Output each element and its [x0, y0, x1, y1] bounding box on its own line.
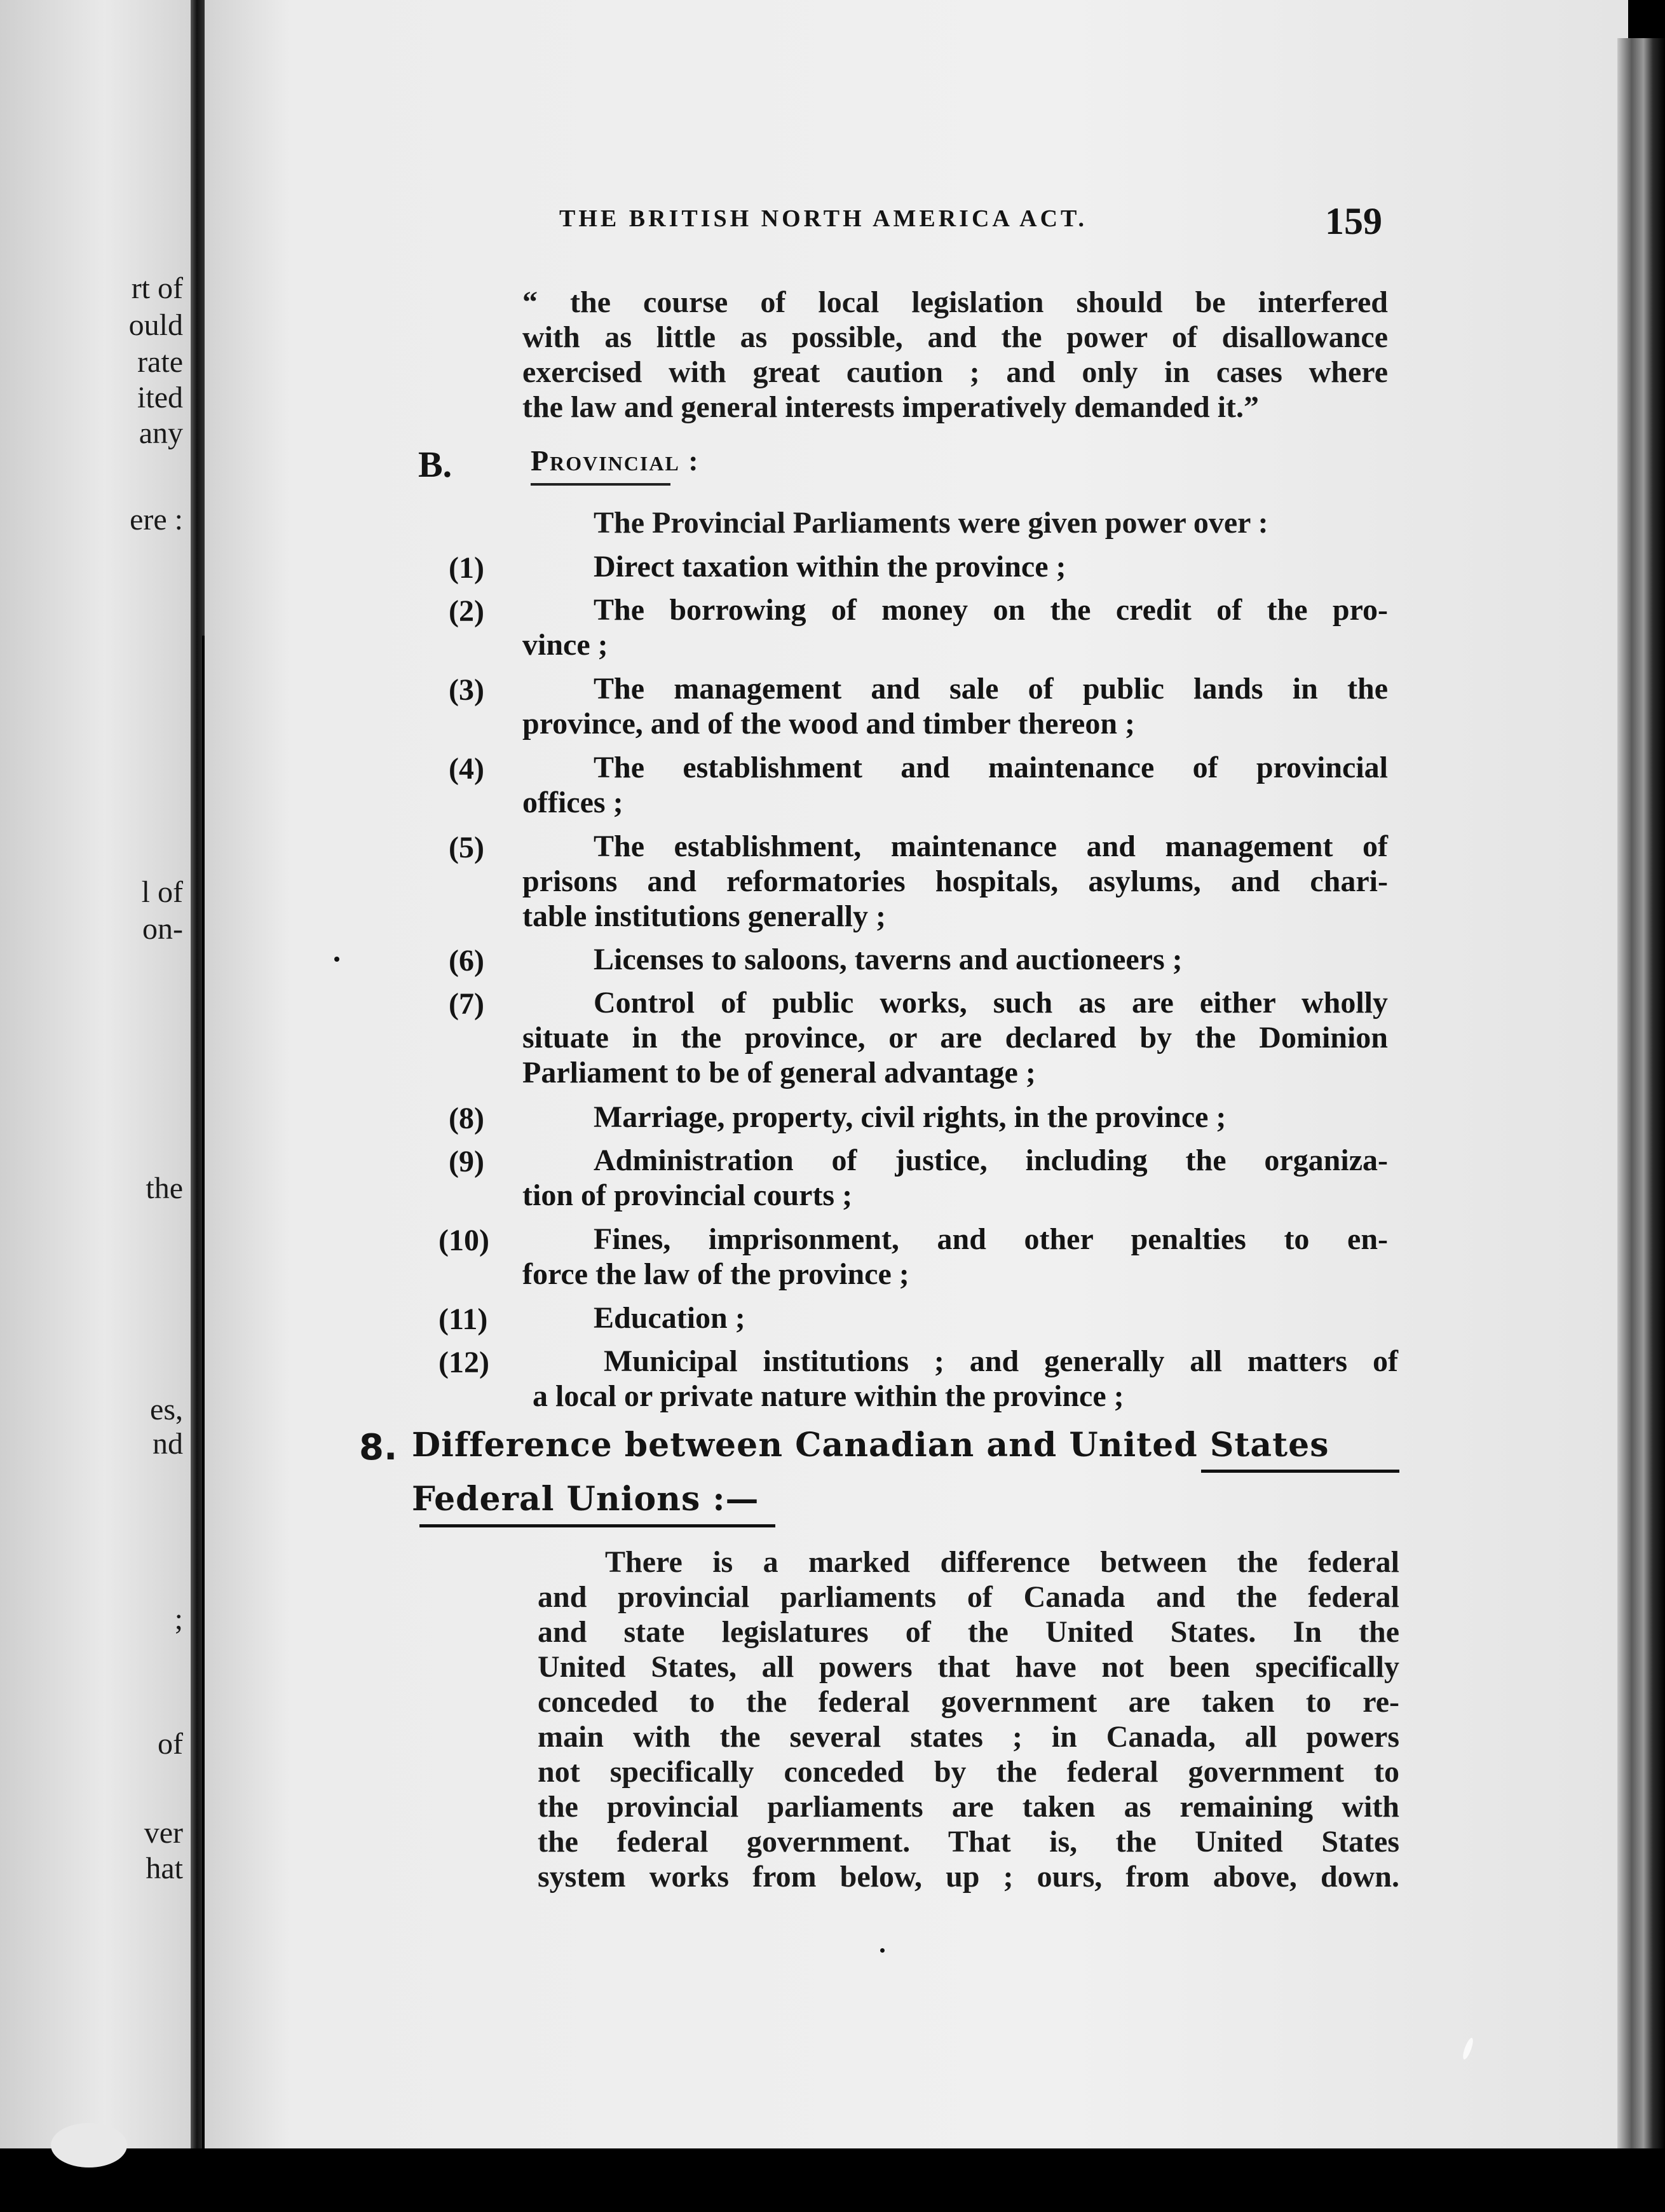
left-fragment: on- [142, 912, 183, 946]
list-item: The management and sale of public lands in the province, and of the wood and timber thereon ; [522, 672, 1388, 741]
paragraph-line: not specifically conceded by the federal government to [538, 1755, 1399, 1789]
scan-bottom-border [0, 2148, 1665, 2212]
scan-speck [880, 1948, 885, 1953]
left-fragment: ited [137, 381, 183, 414]
list-item: Licenses to saloons, taverns and auctioneers ; [594, 943, 1183, 976]
paragraph-line: There is a marked difference between the federal [605, 1545, 1399, 1579]
quote-line: “ the course of local legislation should be interfered [522, 285, 1388, 319]
scan-speck [334, 957, 339, 962]
item-number: (6) [449, 944, 484, 978]
section-paragraph [538, 1545, 1399, 1894]
list-item: Marriage, property, civil rights, in the province ; [594, 1100, 1227, 1134]
paragraph-line: the federal government. That is, the United States [538, 1825, 1399, 1859]
item-number: (9) [449, 1145, 484, 1178]
left-fragment: ver [144, 1816, 183, 1850]
quote-line: exercised with great caution ; and only in cases where [522, 355, 1388, 389]
section-number: 8. [359, 1427, 398, 1468]
left-fragment: any [139, 416, 183, 450]
running-header: THE BRITISH NORTH AMERICA ACT. [559, 205, 1088, 232]
list-item: The establishment and maintenance of provincial offices ; [522, 751, 1388, 819]
item-number: (7) [449, 987, 484, 1021]
left-fragment: ere : [130, 503, 183, 536]
left-fragment: es, [150, 1393, 183, 1426]
item-number: (12) [438, 1346, 489, 1379]
left-fragment: ; [174, 1602, 183, 1636]
title-underline [531, 483, 670, 486]
item-number: (8) [449, 1102, 484, 1135]
section-intro: The Provincial Parliaments were given power over : [594, 506, 1268, 540]
list-item: Control of public works, such as are either wholly situate in the province, or are declared by the Dominion Parliament to be of general advantage ; [522, 986, 1388, 1089]
left-fragment: rate [137, 345, 183, 379]
scan-blot [51, 2123, 127, 2168]
left-fragment: of [158, 1727, 183, 1761]
page-number: 159 [1325, 200, 1382, 242]
item-number: (5) [449, 831, 484, 864]
list-item: Fines, imprisonment, and other penalties to en- force the law of the province ; [522, 1222, 1388, 1291]
page-edge [1617, 38, 1665, 2187]
list-item: The establishment, maintenance and management of prisons and reformatories hospitals, asylums, and chari- table institutions generally ; [522, 830, 1388, 933]
left-fragment: the [146, 1171, 183, 1205]
heading-underline [419, 1524, 775, 1527]
section-heading-line2: Federal Unions :— [412, 1480, 759, 1519]
left-page-margin [0, 0, 191, 2148]
list-item: Administration of justice, including the organiza- tion of provincial courts ; [522, 1144, 1388, 1212]
section-letter: B. [418, 444, 452, 485]
item-number: (11) [438, 1302, 488, 1336]
list-item: Education ; [594, 1301, 745, 1335]
item-number: (2) [449, 594, 484, 628]
paragraph-line: and state legislatures of the United States. In the [538, 1615, 1399, 1649]
paragraph-line: system works from below, up ; ours, from above, down. [538, 1860, 1399, 1894]
left-fragment: l of [141, 875, 183, 909]
left-fragment: rt of [131, 271, 183, 305]
paragraph-line: and provincial parliaments of Canada and the federal [538, 1580, 1399, 1614]
left-fragment: nd [153, 1427, 183, 1461]
paragraph-line: the provincial parliaments are taken as remaining with [538, 1790, 1399, 1824]
paragraph-line: United States, all powers that have not been specifically [538, 1650, 1399, 1684]
list-item: Municipal institutions ; and generally all matters of a local or private nature within the province ; [533, 1344, 1398, 1413]
item-number: (3) [449, 673, 484, 707]
section-title: Provincial : [531, 444, 700, 477]
quote-line: with as little as possible, and the power of disallowance [522, 320, 1388, 354]
section-heading-line1: Difference between Canadian and United States [412, 1426, 1329, 1464]
list-item: The borrowing of money on the credit of the pro- vince ; [522, 593, 1388, 662]
quote-line: the law and general interests imperatively demanded it.” [522, 390, 1260, 424]
list-item: Direct taxation within the province ; [594, 550, 1066, 584]
quote-paragraph [522, 285, 1388, 425]
item-number: (4) [449, 752, 484, 786]
left-fragment: ould [128, 308, 183, 342]
left-fragment: hat [146, 1852, 183, 1885]
heading-underline [1201, 1470, 1399, 1473]
paragraph-line: main with the several states ; in Canada, all powers [538, 1720, 1399, 1754]
paragraph-line: conceded to the federal government are taken to re- [538, 1685, 1399, 1719]
item-number: (1) [449, 551, 484, 585]
item-number: (10) [438, 1224, 489, 1257]
